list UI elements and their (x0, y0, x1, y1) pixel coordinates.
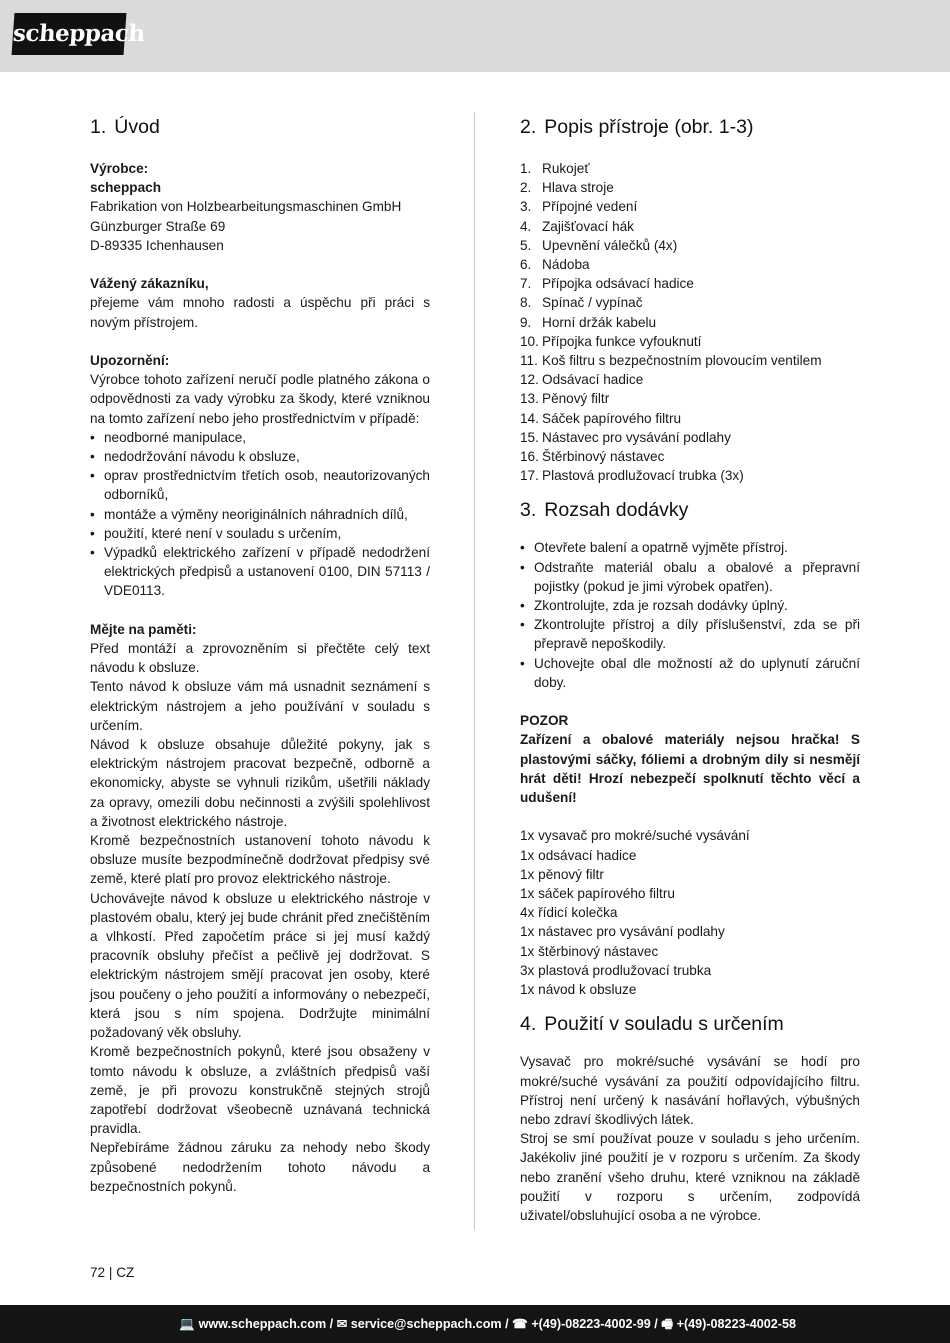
list-item: 12. Odsávací hadice (520, 372, 644, 388)
greeting-label: Vážený zákazníku, (90, 276, 209, 292)
list-item: • nedodržování návodu k obsluze, (90, 447, 430, 466)
phone-number: +(49)-08223-4002-99 (531, 1317, 651, 1331)
address-line: Günzburger Straße 69 (90, 218, 226, 234)
contents-list (520, 826, 860, 999)
list-item: 6. Nádoba (520, 257, 590, 273)
list-item: 15. Nástavec pro vysávání podlahy (520, 429, 731, 445)
list-item: 14. Sáček papírového filtru (520, 410, 682, 426)
list-item: • použití, které není v souladu s určením, (90, 524, 430, 543)
list-item: 4. Zajišťovací hák (520, 218, 634, 234)
notice-text: Výrobce tohoto zařízení neručí podle platného zákona o odpovědnosti za vady výrobku za škody, které vzniknou na tomto zařízení nebo jeho prostřednictvím v případě: (90, 372, 430, 426)
list-item: • Zkontrolujte přístroj a díly příslušenství, zda se při přepravě nepoškodily. (520, 615, 860, 653)
paragraph: Kromě bezpečnostních ustanovení tohoto návodu k obsluze musíte bezpodmínečně dodržovat předpisy své země, které platí pro provoz elektrického nástroje. (90, 833, 430, 887)
scheppach-logo: scheppach (12, 13, 127, 55)
page-number: 72 | CZ (90, 1265, 135, 1280)
list-item: • Výpadků elektrického zařízení v případě nedodržení elektrických předpisů a ustanovení 0100, DIN 57113 / VDE0113. (90, 543, 430, 601)
paragraph: Kromě bezpečnostních pokynů, které jsou obsaženy v tomto návodu k obsluze, a zvláštních předpisů vaší země, je při provozu konstrukčně stejných strojů zapotřebí dodržovat všeobecně uznávaná technická pravidla. (90, 1044, 430, 1137)
section-3-title: 3. Rozsah dodávky (520, 499, 689, 522)
address-line: D-89335 Ichenhausen (90, 237, 224, 253)
list-item: 4x řídicí kolečka (520, 905, 618, 921)
list-item: 3x plastová prodlužovací trubka (520, 962, 712, 978)
paragraph: Stroj se smí používat pouze v souladu s jeho určením. Jakékoliv jiné použití je v rozporu s určením. Za škody nebo zranění všeho druhu, které vzniknou na základě použití v rozporu s určením, zodpovídá uživatel/obsluhující osoba a ne výrobce. (520, 1131, 860, 1223)
list-item: 5. Upevnění válečků (4x) (520, 237, 678, 253)
warning-text: Zařízení a obalové materiály nejsou hračka! S plastovými sáčky, fóliemi a drobným dily si nesmějí hrát děti! Hrozí nebezpečí spolknutí těchto věcí a udušení! (520, 732, 860, 806)
parts-list (520, 159, 860, 485)
list-item: 1x nástavec pro vysávání podlahy (520, 924, 725, 940)
header-band (0, 0, 950, 72)
phone-icon: ☎ (512, 1317, 528, 1331)
email-link[interactable]: service@scheppach.com (350, 1317, 502, 1331)
left-column (90, 112, 430, 1196)
list-item: • Uchovejte obal dle možností až do uplynutí záruční doby. (520, 654, 860, 692)
list-item: 17. Plastová prodlužovací trubka (3x) (520, 468, 744, 484)
address-line: Fabrikation von Holzbearbeitungsmaschinen GmbH (90, 199, 402, 215)
manufacturer-label: Výrobce: (90, 161, 149, 176)
list-item: 13. Pěnový filtr (520, 391, 610, 407)
paragraph: Vysavač pro mokré/suché vysávání se hodí pro mokré/suché vysávání za použití odpovídajícího filtru. Přístroj není určený k nasávání hořlavých, výbušných nebo zdraví škodlivých látek. (520, 1054, 860, 1127)
list-item: 1x odsávací hadice (520, 847, 637, 863)
list-item: 1. Rukojeť (520, 161, 590, 176)
list-item: 3. Přípojné vedení (520, 199, 638, 215)
greeting-text: přejeme vám mnoho radosti a úspěchu při práci s novým přístrojem. (90, 295, 430, 330)
list-item: 1x štěrbinový nástavec (520, 943, 659, 959)
section-4-title: 4. Použití v souladu s určením (520, 1013, 784, 1036)
list-item: • oprav prostřednictvím třetích osob, neautorizovaných odborníků, (90, 466, 430, 504)
list-item: • Otevřete balení a opatrně vyjměte přístroj. (520, 538, 860, 557)
list-item: 10. Přípojka funkce vyfouknutí (520, 333, 702, 349)
section-2-title: 2. Popis přístroje (obr. 1-3) (520, 116, 754, 138)
paragraph: Nepřebíráme žádnou záruku za nehody nebo škody způsobené nedodržením tohoto návodu a bezpečnostních pokynů. (90, 1140, 430, 1194)
list-item: 2. Hlava stroje (520, 180, 614, 196)
list-item: 1x pěnový filtr (520, 866, 604, 882)
footer-bar: 💻 www.scheppach.com / ✉ service@scheppach.com / ☎ +(49)-08223-4002-99 / 🖷 +(49)-08223-4002-58 (0, 1305, 950, 1343)
list-item: 16. Štěrbinový nástavec (520, 449, 665, 465)
delivery-list (520, 538, 860, 692)
column-divider (474, 112, 475, 1230)
list-item: 1x sáček papírového filtru (520, 886, 675, 902)
paragraph: Návod k obsluze obsahuje důležité pokyny, jak s elektrickým nástrojem pracovat bezpečně, odborně a ekonomicky, abyste se vyhnuli rizikům, ušetřili náklady za opravy, omezili dobu nečinnosti a zvýšili spolehlivost a životnost elektrického nástroje. (90, 737, 430, 829)
section-1-title: 1. Úvod (90, 116, 160, 138)
paragraph: Tento návod k obsluze vám má usnadnit seznámení s elektrickým nástrojem a jeho používání v souladu s určením. (90, 679, 430, 733)
website-link[interactable]: www.scheppach.com (198, 1317, 327, 1331)
list-item: 11. Koš filtru s bezpečnostním plovoucím ventilem (520, 353, 822, 369)
list-item: 1x vysavač pro mokré/suché vysávání (520, 828, 750, 844)
right-column (520, 112, 860, 1225)
list-item: 8. Spínač / vypínač (520, 295, 643, 311)
mail-icon: ✉ (336, 1317, 348, 1331)
fax-icon: 🖷 (661, 1317, 674, 1331)
paragraph: Uchovávejte návod k obsluze u elektrického nástroje v plastovém obalu, který jej bude chránit před znečištěním a vlhkostí. Před započetím práce si jej musí každý pracovník obsluhy přečíst a pečlivě jej dodržovat. S elektrickým nástrojem smějí pracovat jen osoby, které jsou poučeny o jeho použití a informovány o nebezpečí, která jsou s ním spojena. Dodržujte minimální požadovaný věk obsluhy. (90, 890, 430, 1041)
list-item: 9. Horní držák kabelu (520, 314, 657, 330)
paragraph: Před montáží a zprovozněním si přečtěte celý text návodu k obsluze. (90, 641, 430, 676)
list-item: 7. Přípojka odsávací hadice (520, 276, 694, 292)
list-item: 1x návod k obsluze (520, 982, 637, 998)
list-item: • neodborné manipulace, (90, 428, 430, 447)
notice-list (90, 428, 430, 601)
manufacturer-name: scheppach (90, 180, 162, 196)
list-item: • Odstraňte materiál obalu a obalové a přepravní pojistky (pokud je jimi výrobek opatřen). (520, 558, 860, 596)
fax-number: +(49)-08223-4002-58 (676, 1317, 796, 1331)
list-item: • Zkontrolujte, zda je rozsah dodávky úplný. (520, 596, 860, 615)
monitor-icon: 💻 (179, 1317, 196, 1331)
notice-label: Upozornění: (90, 353, 170, 368)
remember-label: Mějte na paměti: (90, 621, 197, 637)
list-item: • montáže a výměny neoriginálních náhradních dílů, (90, 505, 430, 524)
warning-label: POZOR (520, 713, 569, 729)
